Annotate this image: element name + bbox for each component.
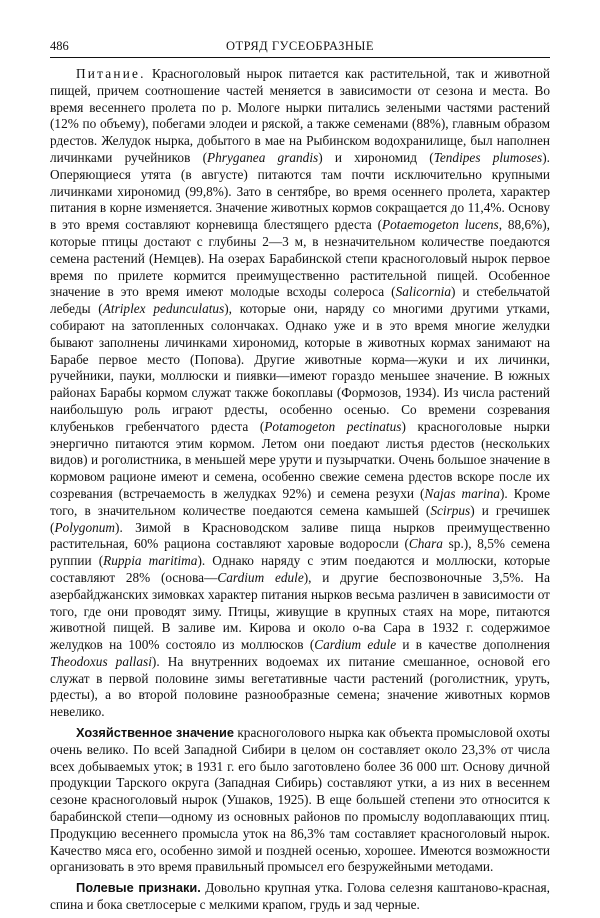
nutrition-text-3: ). Оперяющиеся утята (в августе) питаются там почти исключительно крупными личинками хирономид (99,8%). Зато в сентябре, во время осеннего пролета, характер питания в корне изменяется. Значение животных кормов сокращается до 11,4%. Основу в это время составляют корневища блестящего рдеста ( bbox=[50, 149, 550, 233]
species-name: Scirpus bbox=[430, 502, 471, 518]
species-name: Potaemogeton lucens bbox=[382, 217, 499, 233]
paragraph-field-signs bbox=[50, 880, 550, 914]
nutrition-text-5: ) и стебельчатой лебеды ( bbox=[50, 284, 550, 317]
species-name: Atriplex pedunculatus bbox=[102, 301, 225, 317]
running-title: ОТРЯД ГУСЕОБРАЗНЫЕ bbox=[226, 39, 374, 53]
nutrition-text-2: ) и хирономид ( bbox=[318, 149, 434, 165]
nutrition-text-4: , 88,6%), которые птицы достают с глубины 2—3 м, в незначительном количестве поедаются семена растений (Немцев). На озерах Барабинской степи красноголовый нырок первое время по прилете кормится преимущественно растительной пищей. Особенное значение в это время имеют молодые всходы солероса ( bbox=[50, 217, 550, 300]
species-name: Chara bbox=[408, 536, 443, 552]
field-signs-text: Довольно крупная утка. Голова селезня каштаново-красная, спина и бока светлосерые с мелкими крапом, грудь и зад черные. bbox=[50, 880, 550, 913]
species-name: Polygonum bbox=[54, 519, 116, 535]
nutrition-text-7: ) красноголовые нырки энергично питаются этим кормом. Летом они поедают листья рдестов (нескольких видов) и роголистника, в меньшей мере урути и пузырчатки. Очень большое значение в кормовом рационе имеют и семена, особенно свежие семена рдестов вскоре после их созревания (встречаемость в желудках 92%) и семена резухи ( bbox=[50, 418, 550, 501]
species-name: Cardium edule bbox=[217, 569, 304, 585]
nutrition-text-13: ), и другие беспозвоночные 3,5%. На азербайджанских зимовках характер питания нырков весьма различен в зависимости от того, где они проводят зиму. Птицы, живущие в крупных стаях на море, питаются животной пищей. В заливе им. Кирова и около о-ва Сара в 1932 г. содержимое желудков на 100% состояло из моллюсков ( bbox=[50, 569, 550, 653]
species-name: Cardium edule bbox=[314, 637, 397, 653]
nutrition-text-8: ). Кроме того, в значительном количестве поедаются семена камышей ( bbox=[50, 485, 551, 518]
main-text bbox=[50, 66, 550, 918]
nutrition-text-9: ) и гречишек ( bbox=[50, 502, 550, 535]
paragraph-economic-value bbox=[50, 725, 550, 876]
species-name: Najas marina bbox=[424, 485, 500, 501]
paragraph-nutrition bbox=[50, 66, 550, 721]
field-signs-heading: Полевые признаки. bbox=[76, 880, 201, 896]
species-name: Phryganea grandis bbox=[207, 149, 319, 165]
species-name: Ruppia maritima bbox=[103, 553, 198, 569]
nutrition-text-1: Красноголовый нырок питается как растительной, так и животной пищей, причем соотношение частей меняется в зависимости от сезона и места. Во время весеннего пролета по р. Мологе нырки питались зелеными частями растений (12% по объему), побегами элодеи и ряской, а также семенами (88%), главным образом рдестов. Желудок нырка, добытого в мае на Рыбинском водохранилище, был наполнен личинками ручейников ( bbox=[50, 66, 550, 165]
species-name: Theodoxus pallasi bbox=[50, 653, 152, 669]
page-number: 486 bbox=[50, 39, 69, 53]
nutrition-text-6: ), которые они, наряду со многими другими утками, собирают на затопленных солончаках. Однако уже и в это время многие желудки бывают заполнены личинками хирономид, которые в животных кормах занимают на Барабе первое место (Попова). Другие животные корма—жуки и их личинки, ручейники, пауки, моллюски и пиявки—имеют гораздо меньшее значение. В южных районах Барабы кормом служат также бокоплавы (Формозов, 1934). Из числа растений наибольшую роль играют рдесты, особенно осенью. Со времени созревания клубеньков гребенчатого рдеста ( bbox=[50, 301, 551, 434]
nutrition-text-14: и в качестве дополнения bbox=[396, 637, 550, 653]
nutrition-heading: Питание. bbox=[76, 66, 146, 81]
species-name: Salicornia bbox=[395, 284, 451, 300]
species-name: Potamogeton pectinatus bbox=[264, 418, 402, 434]
nutrition-text-15: ). На внутренних водоемах их питание смешанное, основой его служат в первой половине зимы вегетативные части растений (роголистник, уруть, рдесты), а во второй половине разнообразные семена; значение животных кормов невелико. bbox=[50, 653, 550, 720]
running-header bbox=[50, 37, 550, 58]
nutrition-text-10: ). Зимой в Красноводском заливе пища нырков преимущественно растительная, 60% рациона составляют харовые водоросли ( bbox=[50, 519, 550, 552]
nutrition-text-12: ). Однако наряду с этим поедаются и моллюски, которые составляют 28% (основа— bbox=[50, 553, 551, 585]
economic-text: красноголового нырка как объекта промысловой охоты очень велико. По всей Западной Сибири в целом он составляет около 23,3% от числа всех добываемых уток; в 1931 г. его было заготовлено более 36 000 шт. Основу дичной продукции Тарского округа (Западная Сибирь) составляют утки, а из них в весеннем сезоне красноголовый нырок (Ушаков, 1925). В еще большей степени это относится к барабинской степи—одному из основных районов по промыслу водоплавающих птиц. Продукцию весеннего промысла уток на 86,3% там составляет красноголовый нырок. Качество мяса его, особенно зимой и поздней осенью, хорошее. Имеются возможности организовать в это время правильный промысел его безружейными методами. bbox=[50, 725, 550, 875]
nutrition-text-11: sp.), 8,5% семена руппии ( bbox=[50, 536, 550, 569]
species-name: Tendipes plumoses bbox=[433, 149, 543, 165]
economic-heading: Хозяйственное значение bbox=[76, 725, 235, 741]
